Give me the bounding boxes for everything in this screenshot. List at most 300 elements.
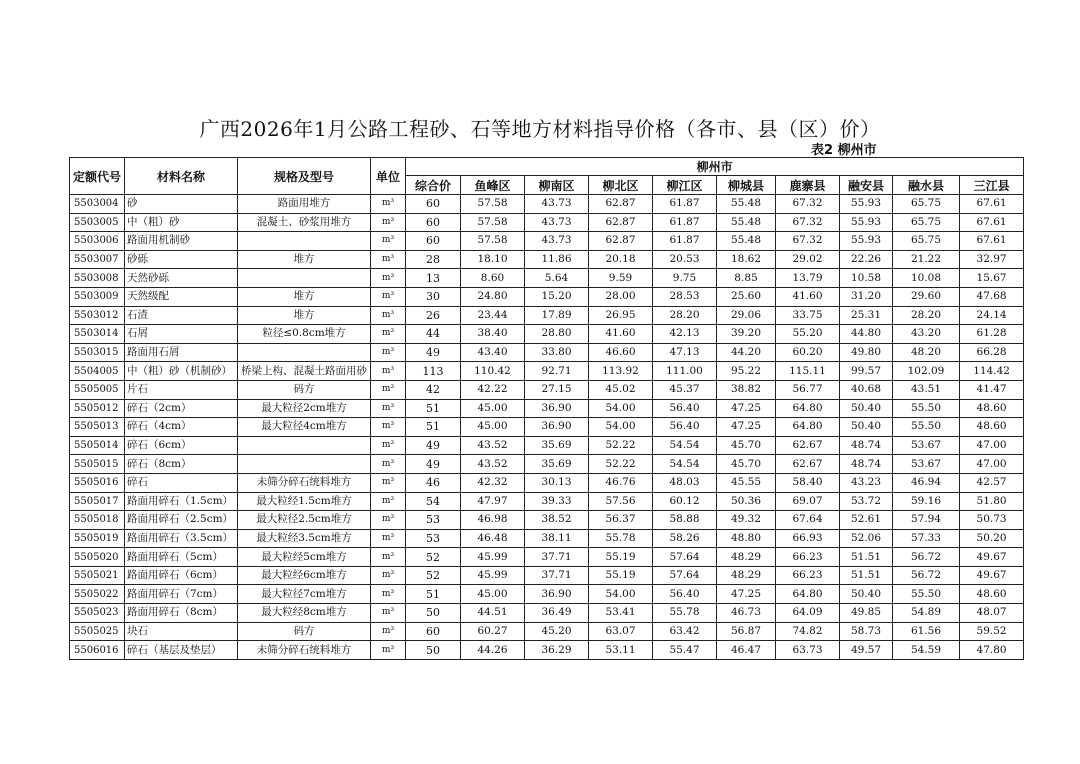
- cell-code: 5505005: [70, 380, 125, 399]
- table-row: [70, 195, 1024, 214]
- cell-unit: m³: [371, 622, 406, 641]
- cell-district-price: 20.18: [589, 250, 653, 269]
- cell-district-price: 61.87: [653, 232, 717, 251]
- header-name: 材料名称: [125, 158, 238, 195]
- table-row: [70, 492, 1024, 511]
- cell-district-price: 66.23: [776, 566, 840, 585]
- cell-spec: 最大粒经3.5cm堆方: [238, 529, 371, 548]
- table-subtitle: 表2 柳州市: [811, 143, 877, 158]
- cell-district-price: 55.50: [893, 585, 960, 604]
- cell-code: 5505020: [70, 548, 125, 567]
- cell-spec: 堆方: [238, 287, 371, 306]
- table-row: [70, 566, 1024, 585]
- cell-district-price: 21.22: [893, 250, 960, 269]
- table-row: [70, 213, 1024, 232]
- cell-district-price: 9.59: [589, 269, 653, 288]
- cell-composite-price: 52: [406, 566, 461, 585]
- cell-district-price: 92.71: [525, 362, 589, 381]
- cell-district-price: 55.48: [717, 213, 776, 232]
- cell-district-price: 43.73: [525, 232, 589, 251]
- cell-name: 片石: [125, 380, 238, 399]
- cell-district-price: 52.61: [840, 511, 893, 530]
- cell-district-price: 51.51: [840, 566, 893, 585]
- cell-district-price: 35.69: [525, 436, 589, 455]
- cell-district-price: 48.29: [717, 566, 776, 585]
- cell-district-price: 66.93: [776, 529, 840, 548]
- cell-unit: m³: [371, 548, 406, 567]
- cell-district-price: 35.69: [525, 455, 589, 474]
- cell-spec: 桥梁上构、混凝土路面用砂: [238, 362, 371, 381]
- cell-code: 5503012: [70, 306, 125, 325]
- cell-spec: [238, 269, 371, 288]
- table-row: [70, 362, 1024, 381]
- cell-district-price: 61.28: [960, 325, 1024, 344]
- cell-district-price: 58.40: [776, 473, 840, 492]
- cell-district-price: 25.31: [840, 306, 893, 325]
- cell-district-price: 56.40: [653, 418, 717, 437]
- cell-composite-price: 60: [406, 232, 461, 251]
- cell-district-price: 41.60: [776, 287, 840, 306]
- cell-district-price: 43.52: [461, 436, 525, 455]
- cell-district-price: 65.75: [893, 232, 960, 251]
- header-column: 三江县: [960, 176, 1024, 195]
- cell-spec: 码方: [238, 380, 371, 399]
- header-column: 柳江区: [653, 176, 717, 195]
- cell-district-price: 47.25: [717, 418, 776, 437]
- cell-district-price: 67.61: [960, 195, 1024, 214]
- cell-district-price: 59.52: [960, 622, 1024, 641]
- cell-district-price: 53.11: [589, 641, 653, 660]
- cell-district-price: 36.90: [525, 418, 589, 437]
- cell-district-price: 47.80: [960, 641, 1024, 660]
- table-row: [70, 343, 1024, 362]
- cell-spec: 最大粒经1.5cm堆方: [238, 492, 371, 511]
- cell-unit: m³: [371, 380, 406, 399]
- table-row: [70, 548, 1024, 567]
- table-row: [70, 380, 1024, 399]
- cell-district-price: 50.36: [717, 492, 776, 511]
- cell-district-price: 50.40: [840, 418, 893, 437]
- cell-district-price: 28.20: [893, 306, 960, 325]
- cell-district-price: 48.74: [840, 455, 893, 474]
- cell-name: 路面用机制砂: [125, 232, 238, 251]
- cell-composite-price: 46: [406, 473, 461, 492]
- cell-district-price: 50.40: [840, 585, 893, 604]
- header-column: 鱼峰区: [461, 176, 525, 195]
- cell-district-price: 22.26: [840, 250, 893, 269]
- cell-code: 5505017: [70, 492, 125, 511]
- cell-district-price: 57.58: [461, 213, 525, 232]
- cell-district-price: 47.25: [717, 399, 776, 418]
- cell-district-price: 56.40: [653, 585, 717, 604]
- cell-district-price: 45.70: [717, 436, 776, 455]
- cell-name: 砂砾: [125, 250, 238, 269]
- cell-district-price: 5.64: [525, 269, 589, 288]
- cell-district-price: 29.06: [717, 306, 776, 325]
- cell-unit: m³: [371, 566, 406, 585]
- cell-district-price: 10.08: [893, 269, 960, 288]
- cell-district-price: 48.74: [840, 436, 893, 455]
- cell-district-price: 60.20: [776, 343, 840, 362]
- cell-district-price: 57.64: [653, 548, 717, 567]
- cell-district-price: 42.57: [960, 473, 1024, 492]
- table-row: [70, 325, 1024, 344]
- cell-code: 5506016: [70, 641, 125, 660]
- cell-district-price: 67.61: [960, 213, 1024, 232]
- cell-district-price: 67.61: [960, 232, 1024, 251]
- cell-unit: m³: [371, 306, 406, 325]
- cell-district-price: 57.58: [461, 232, 525, 251]
- table-row: [70, 622, 1024, 641]
- cell-district-price: 55.48: [717, 232, 776, 251]
- cell-composite-price: 49: [406, 436, 461, 455]
- cell-district-price: 52.06: [840, 529, 893, 548]
- cell-district-price: 56.87: [717, 622, 776, 641]
- header-unit: 单位: [371, 158, 406, 195]
- header-column: 融水县: [893, 176, 960, 195]
- cell-district-price: 62.87: [589, 213, 653, 232]
- cell-name: 路面用碎石（5cm）: [125, 548, 238, 567]
- cell-district-price: 8.85: [717, 269, 776, 288]
- cell-district-price: 49.67: [960, 566, 1024, 585]
- cell-district-price: 47.00: [960, 455, 1024, 474]
- cell-spec: [238, 436, 371, 455]
- cell-district-price: 23.44: [461, 306, 525, 325]
- cell-district-price: 61.87: [653, 213, 717, 232]
- table-row: [70, 473, 1024, 492]
- cell-composite-price: 28: [406, 250, 461, 269]
- cell-district-price: 45.00: [461, 399, 525, 418]
- cell-district-price: 25.60: [717, 287, 776, 306]
- cell-code: 5503015: [70, 343, 125, 362]
- cell-district-price: 45.55: [717, 473, 776, 492]
- table-body: [70, 195, 1024, 660]
- table-row: [70, 436, 1024, 455]
- cell-spec: 堆方: [238, 250, 371, 269]
- cell-district-price: 43.20: [893, 325, 960, 344]
- table-row: [70, 455, 1024, 474]
- cell-district-price: 57.94: [893, 511, 960, 530]
- cell-name: 碎石（8cm）: [125, 455, 238, 474]
- cell-spec: [238, 343, 371, 362]
- cell-district-price: 32.97: [960, 250, 1024, 269]
- cell-district-price: 42.22: [461, 380, 525, 399]
- cell-spec: 最大粒径2cm堆方: [238, 399, 371, 418]
- cell-spec: 码方: [238, 622, 371, 641]
- cell-district-price: 55.20: [776, 325, 840, 344]
- cell-composite-price: 60: [406, 195, 461, 214]
- cell-district-price: 63.73: [776, 641, 840, 660]
- cell-unit: m³: [371, 287, 406, 306]
- cell-district-price: 63.07: [589, 622, 653, 641]
- cell-district-price: 53.41: [589, 604, 653, 623]
- cell-district-price: 43.23: [840, 473, 893, 492]
- cell-district-price: 33.80: [525, 343, 589, 362]
- cell-district-price: 66.23: [776, 548, 840, 567]
- cell-district-price: 53.67: [893, 436, 960, 455]
- cell-district-price: 20.53: [653, 250, 717, 269]
- cell-district-price: 10.58: [840, 269, 893, 288]
- cell-district-price: 110.42: [461, 362, 525, 381]
- cell-district-price: 43.52: [461, 455, 525, 474]
- cell-district-price: 15.20: [525, 287, 589, 306]
- cell-district-price: 61.56: [893, 622, 960, 641]
- header-spec: 规格及型号: [238, 158, 371, 195]
- cell-district-price: 50.40: [840, 399, 893, 418]
- table-row: [70, 306, 1024, 325]
- cell-district-price: 60.12: [653, 492, 717, 511]
- cell-code: 5505018: [70, 511, 125, 530]
- cell-district-price: 42.32: [461, 473, 525, 492]
- header-column: 鹿寨县: [776, 176, 840, 195]
- cell-district-price: 53.72: [840, 492, 893, 511]
- cell-district-price: 43.40: [461, 343, 525, 362]
- cell-district-price: 64.80: [776, 418, 840, 437]
- cell-district-price: 8.60: [461, 269, 525, 288]
- cell-unit: m³: [371, 436, 406, 455]
- cell-district-price: 55.50: [893, 399, 960, 418]
- cell-district-price: 54.00: [589, 418, 653, 437]
- cell-district-price: 36.90: [525, 585, 589, 604]
- header-column: 柳北区: [589, 176, 653, 195]
- cell-district-price: 45.99: [461, 566, 525, 585]
- cell-name: 块石: [125, 622, 238, 641]
- cell-district-price: 56.37: [589, 511, 653, 530]
- cell-district-price: 49.32: [717, 511, 776, 530]
- cell-district-price: 54.00: [589, 399, 653, 418]
- cell-unit: m³: [371, 269, 406, 288]
- cell-district-price: 48.03: [653, 473, 717, 492]
- cell-district-price: 43.73: [525, 195, 589, 214]
- cell-unit: m³: [371, 455, 406, 474]
- cell-code: 5503005: [70, 213, 125, 232]
- cell-unit: m³: [371, 473, 406, 492]
- cell-spec: 最大粒径2.5cm堆方: [238, 511, 371, 530]
- table-row: [70, 250, 1024, 269]
- cell-district-price: 55.93: [840, 232, 893, 251]
- cell-name: 天然砂砾: [125, 269, 238, 288]
- cell-code: 5505025: [70, 622, 125, 641]
- cell-district-price: 62.87: [589, 232, 653, 251]
- cell-district-price: 56.77: [776, 380, 840, 399]
- cell-code: 5503009: [70, 287, 125, 306]
- cell-district-price: 33.75: [776, 306, 840, 325]
- cell-code: 5505019: [70, 529, 125, 548]
- cell-district-price: 36.49: [525, 604, 589, 623]
- cell-district-price: 49.85: [840, 604, 893, 623]
- cell-district-price: 18.10: [461, 250, 525, 269]
- cell-district-price: 45.70: [717, 455, 776, 474]
- cell-code: 5503006: [70, 232, 125, 251]
- cell-district-price: 24.14: [960, 306, 1024, 325]
- cell-composite-price: 30: [406, 287, 461, 306]
- cell-district-price: 15.67: [960, 269, 1024, 288]
- cell-composite-price: 50: [406, 641, 461, 660]
- cell-unit: m³: [371, 529, 406, 548]
- cell-district-price: 55.50: [893, 418, 960, 437]
- cell-district-price: 57.58: [461, 195, 525, 214]
- cell-name: 路面用碎石（2.5cm）: [125, 511, 238, 530]
- cell-name: 路面用碎石（7cm）: [125, 585, 238, 604]
- cell-district-price: 13.79: [776, 269, 840, 288]
- cell-district-price: 45.99: [461, 548, 525, 567]
- cell-spec: 最大粒径4cm堆方: [238, 418, 371, 437]
- cell-spec: 最大粒经6cm堆方: [238, 566, 371, 585]
- cell-district-price: 47.25: [717, 585, 776, 604]
- cell-district-price: 43.51: [893, 380, 960, 399]
- cell-name: 天然级配: [125, 287, 238, 306]
- cell-district-price: 31.20: [840, 287, 893, 306]
- cell-district-price: 45.37: [653, 380, 717, 399]
- cell-district-price: 44.80: [840, 325, 893, 344]
- cell-name: 碎石（2cm）: [125, 399, 238, 418]
- cell-district-price: 17.89: [525, 306, 589, 325]
- cell-district-price: 43.73: [525, 213, 589, 232]
- cell-spec: 最大粒经5cm堆方: [238, 548, 371, 567]
- cell-district-price: 55.93: [840, 213, 893, 232]
- cell-district-price: 58.73: [840, 622, 893, 641]
- cell-district-price: 11.86: [525, 250, 589, 269]
- cell-district-price: 65.75: [893, 213, 960, 232]
- cell-district-price: 113.92: [589, 362, 653, 381]
- cell-spec: 堆方: [238, 306, 371, 325]
- cell-district-price: 45.20: [525, 622, 589, 641]
- cell-district-price: 67.64: [776, 511, 840, 530]
- cell-district-price: 55.78: [653, 604, 717, 623]
- cell-district-price: 57.33: [893, 529, 960, 548]
- cell-spec: [238, 455, 371, 474]
- header-code: 定额代号: [70, 158, 125, 195]
- cell-district-price: 51.80: [960, 492, 1024, 511]
- cell-district-price: 28.20: [653, 306, 717, 325]
- cell-name: 中（粗）砂（机制砂）: [125, 362, 238, 381]
- cell-unit: m³: [371, 250, 406, 269]
- cell-district-price: 111.00: [653, 362, 717, 381]
- cell-composite-price: 51: [406, 418, 461, 437]
- cell-district-price: 53.67: [893, 455, 960, 474]
- cell-composite-price: 49: [406, 343, 461, 362]
- cell-composite-price: 52: [406, 548, 461, 567]
- cell-district-price: 52.22: [589, 455, 653, 474]
- cell-district-price: 28.80: [525, 325, 589, 344]
- cell-district-price: 62.67: [776, 436, 840, 455]
- cell-district-price: 58.88: [653, 511, 717, 530]
- cell-spec: 未筛分碎石统料堆方: [238, 641, 371, 660]
- cell-district-price: 54.00: [589, 585, 653, 604]
- cell-district-price: 38.40: [461, 325, 525, 344]
- cell-district-price: 57.56: [589, 492, 653, 511]
- cell-district-price: 37.71: [525, 548, 589, 567]
- cell-district-price: 48.80: [717, 529, 776, 548]
- cell-district-price: 46.47: [717, 641, 776, 660]
- cell-district-price: 41.60: [589, 325, 653, 344]
- cell-district-price: 45.00: [461, 585, 525, 604]
- cell-district-price: 67.32: [776, 195, 840, 214]
- cell-district-price: 36.90: [525, 399, 589, 418]
- table-row: [70, 418, 1024, 437]
- cell-district-price: 46.98: [461, 511, 525, 530]
- cell-code: 5505021: [70, 566, 125, 585]
- cell-district-price: 54.89: [893, 604, 960, 623]
- cell-unit: m³: [371, 195, 406, 214]
- cell-district-price: 38.11: [525, 529, 589, 548]
- table-row: [70, 511, 1024, 530]
- cell-district-price: 29.02: [776, 250, 840, 269]
- cell-code: 5505015: [70, 455, 125, 474]
- cell-district-price: 99.57: [840, 362, 893, 381]
- header-column: 融安县: [840, 176, 893, 195]
- cell-unit: m³: [371, 399, 406, 418]
- cell-district-price: 54.54: [653, 455, 717, 474]
- cell-composite-price: 13: [406, 269, 461, 288]
- cell-district-price: 58.26: [653, 529, 717, 548]
- cell-district-price: 66.28: [960, 343, 1024, 362]
- cell-district-price: 48.29: [717, 548, 776, 567]
- cell-district-price: 55.78: [589, 529, 653, 548]
- cell-district-price: 61.87: [653, 195, 717, 214]
- cell-name: 路面用碎石（8cm）: [125, 604, 238, 623]
- cell-code: 5503008: [70, 269, 125, 288]
- cell-code: 5505023: [70, 604, 125, 623]
- cell-district-price: 55.48: [717, 195, 776, 214]
- table-row: [70, 232, 1024, 251]
- cell-district-price: 62.87: [589, 195, 653, 214]
- page-title: 广西2026年1月公路工程砂、石等地方材料指导价格（各市、县（区）价）: [199, 117, 881, 141]
- cell-district-price: 40.68: [840, 380, 893, 399]
- cell-unit: m³: [371, 641, 406, 660]
- header-column: 综合价: [406, 176, 461, 195]
- cell-composite-price: 54: [406, 492, 461, 511]
- cell-district-price: 44.51: [461, 604, 525, 623]
- cell-code: 5505014: [70, 436, 125, 455]
- cell-name: 石渣: [125, 306, 238, 325]
- cell-name: 碎石（4cm）: [125, 418, 238, 437]
- cell-composite-price: 42: [406, 380, 461, 399]
- cell-unit: m³: [371, 343, 406, 362]
- cell-district-price: 46.73: [717, 604, 776, 623]
- cell-district-price: 39.20: [717, 325, 776, 344]
- cell-composite-price: 60: [406, 622, 461, 641]
- cell-spec: 粒径≤0.8cm堆方: [238, 325, 371, 344]
- cell-district-price: 56.72: [893, 548, 960, 567]
- cell-district-price: 29.60: [893, 287, 960, 306]
- cell-composite-price: 53: [406, 511, 461, 530]
- cell-composite-price: 53: [406, 529, 461, 548]
- cell-district-price: 67.32: [776, 213, 840, 232]
- cell-code: 5503014: [70, 325, 125, 344]
- table-row: [70, 641, 1024, 660]
- cell-district-price: 47.13: [653, 343, 717, 362]
- cell-code: 5503004: [70, 195, 125, 214]
- cell-district-price: 67.32: [776, 232, 840, 251]
- cell-name: 路面用石屑: [125, 343, 238, 362]
- cell-district-price: 50.73: [960, 511, 1024, 530]
- cell-district-price: 102.09: [893, 362, 960, 381]
- price-table: [69, 157, 1024, 660]
- table-row: [70, 269, 1024, 288]
- cell-district-price: 48.20: [893, 343, 960, 362]
- cell-district-price: 44.20: [717, 343, 776, 362]
- cell-district-price: 9.75: [653, 269, 717, 288]
- cell-composite-price: 113: [406, 362, 461, 381]
- cell-district-price: 51.51: [840, 548, 893, 567]
- cell-district-price: 54.54: [653, 436, 717, 455]
- cell-district-price: 95.22: [717, 362, 776, 381]
- cell-district-price: 38.82: [717, 380, 776, 399]
- cell-composite-price: 51: [406, 585, 461, 604]
- cell-district-price: 48.60: [960, 585, 1024, 604]
- cell-code: 5505013: [70, 418, 125, 437]
